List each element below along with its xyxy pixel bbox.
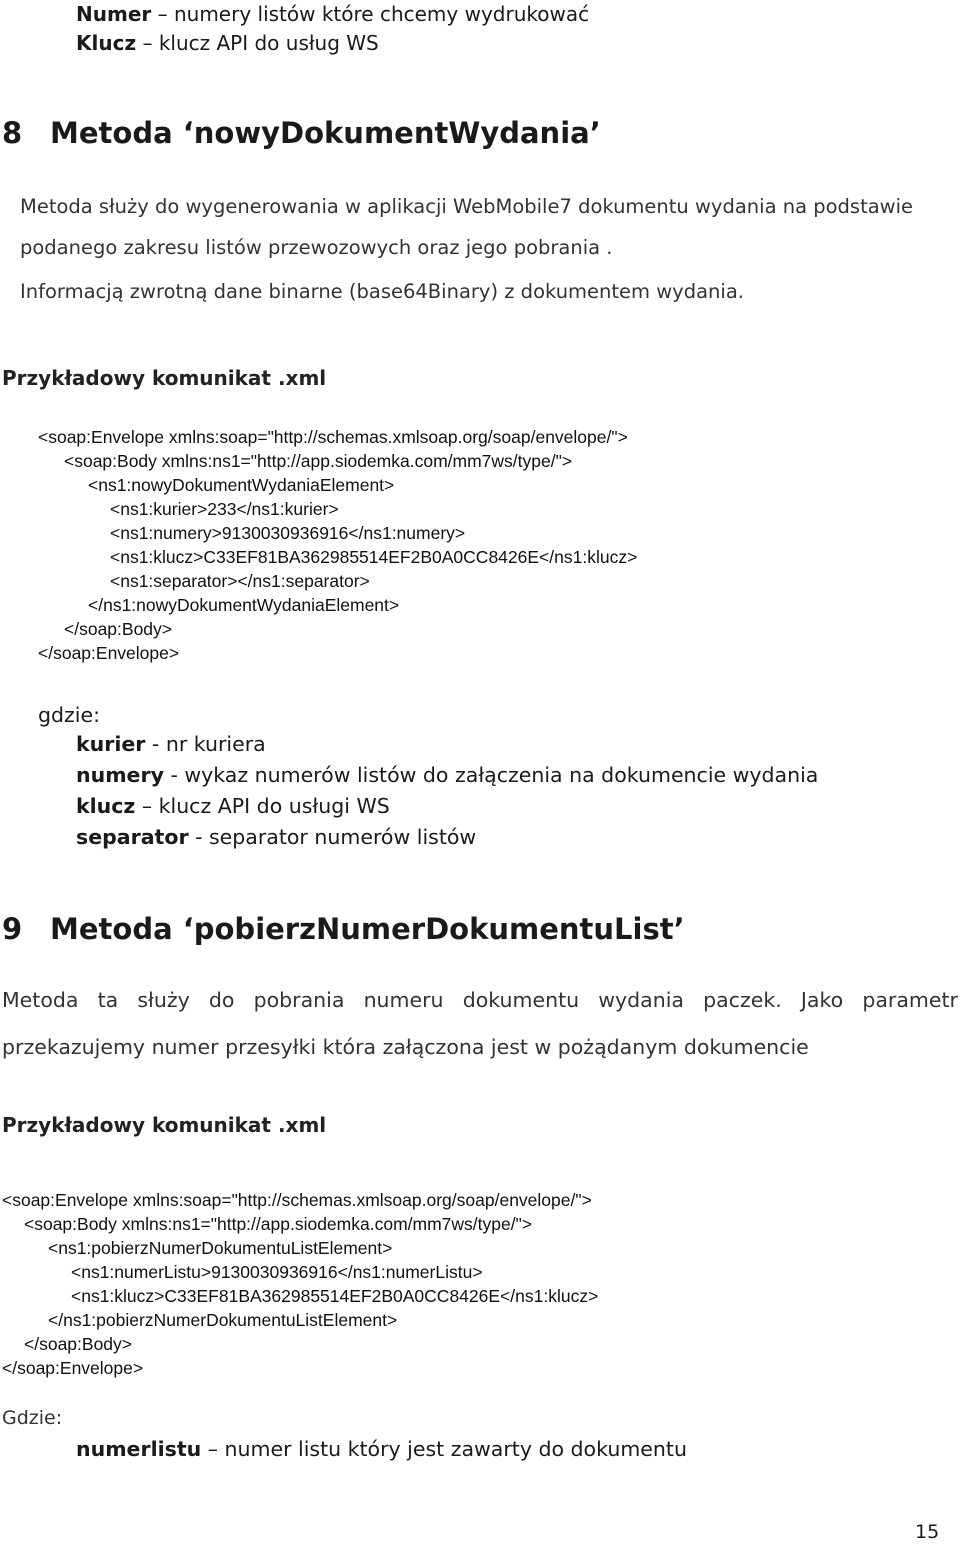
- para-word: dokumentu: [462, 988, 580, 1012]
- def-desc: - wykaz numerów listów do załączenia na dokumencie wydania: [163, 763, 819, 787]
- code-line: </soap:Envelope>: [2, 1358, 144, 1378]
- section-8-def-separator: [76, 825, 476, 849]
- code-line: <ns1:numery>9130030936916</ns1:numery>: [110, 523, 466, 543]
- code-line: <soap:Body xmlns:ns1="http://app.siodemka.com/mm7ws/type/">: [24, 1214, 533, 1234]
- para-word: numeru: [363, 988, 444, 1012]
- code-line: </soap:Body>: [24, 1334, 132, 1354]
- code-line: <ns1:klucz>C33EF81BA362985514EF2B0A0CC8426E</ns1:klucz>: [71, 1286, 599, 1306]
- section-number: 8: [2, 116, 23, 150]
- def-desc: – numer listu który jest zawarty do dokumentu: [201, 1437, 687, 1461]
- def-desc: – klucz API do usługi WS: [135, 794, 390, 818]
- page-number: 15: [915, 1521, 940, 1543]
- section-8-para-line-2: podanego zakresu listów przewozowych oraz jego pobrania .: [20, 236, 613, 259]
- def-desc: numery listów które chcemy wydrukować: [173, 2, 590, 26]
- para-word: do: [208, 988, 235, 1012]
- section-8-para-line-3: Informacją zwrotną dane binarne (base64Binary) z dokumentem wydania.: [20, 280, 744, 303]
- section-8-def-kurier: [76, 732, 266, 756]
- section-9-example-heading: Przykładowy komunikat .xml: [2, 1113, 327, 1137]
- para-word: wydania: [598, 988, 684, 1012]
- code-line: <soap:Envelope xmlns:soap="http://schemas.xmlsoap.org/soap/envelope/">: [38, 427, 628, 447]
- def-term: separator: [76, 825, 189, 849]
- def-desc: klucz API do usług WS: [158, 31, 379, 55]
- def-term: kurier: [76, 732, 146, 756]
- code-line: <soap:Body xmlns:ns1="http://app.siodemka.com/mm7ws/type/">: [64, 451, 573, 471]
- def-desc: - separator numerów listów: [188, 825, 477, 849]
- section-title: Metoda ‘pobierzNumerDokumentuList’: [50, 912, 685, 946]
- top-def-numer: [76, 2, 589, 26]
- section-9-code-block: [2, 1188, 598, 1380]
- def-desc: - nr kuriera: [145, 732, 266, 756]
- code-line: </ns1:nowyDokumentWydaniaElement>: [88, 595, 400, 615]
- section-8-example-heading: Przykładowy komunikat .xml: [2, 366, 327, 390]
- section-8-code-block: [38, 425, 637, 665]
- section-9-heading: [2, 912, 685, 946]
- def-term: Klucz: [76, 31, 137, 55]
- section-9-para-line-1: [2, 988, 958, 1012]
- code-line: </soap:Body>: [64, 619, 172, 639]
- para-word: Metoda: [2, 988, 79, 1012]
- para-word: parametr: [862, 988, 958, 1012]
- para-word: ta: [97, 988, 119, 1012]
- para-word: pobrania: [253, 988, 345, 1012]
- para-word: Jako: [800, 988, 844, 1012]
- section-8-def-klucz: [76, 794, 390, 818]
- code-line: </ns1:pobierzNumerDokumentuListElement>: [48, 1310, 398, 1330]
- def-sep: –: [136, 31, 159, 55]
- code-line: <soap:Envelope xmlns:soap="http://schemas.xmlsoap.org/soap/envelope/">: [2, 1190, 592, 1210]
- section-8-where-label: gdzie:: [38, 703, 101, 727]
- code-line: <ns1:klucz>C33EF81BA362985514EF2B0A0CC8426E</ns1:klucz>: [110, 547, 638, 567]
- section-number: 9: [2, 912, 23, 946]
- section-8-heading: [2, 116, 601, 150]
- def-term: Numer: [76, 2, 152, 26]
- para-word: służy: [137, 988, 190, 1012]
- code-line: <ns1:kurier>233</ns1:kurier>: [110, 499, 339, 519]
- section-9-para-line-2: przekazujemy numer przesyłki która załączona jest w pożądanym dokumencie: [2, 1035, 809, 1059]
- def-term: numerlistu: [76, 1437, 202, 1461]
- code-line: <ns1:separator></ns1:separator>: [110, 571, 370, 591]
- top-def-klucz: [76, 31, 379, 55]
- code-line: <ns1:nowyDokumentWydaniaElement>: [88, 475, 395, 495]
- def-term: klucz: [76, 794, 136, 818]
- section-9-def-numerlistu: [76, 1437, 687, 1461]
- code-line: <ns1:pobierzNumerDokumentuListElement>: [48, 1238, 393, 1258]
- section-8-def-numery: [76, 763, 818, 787]
- para-word: paczek.: [703, 988, 782, 1012]
- section-9-where-label: Gdzie:: [2, 1407, 63, 1429]
- section-8-para-line-1: Metoda służy do wygenerowania w aplikacji WebMobile7 dokumentu wydania na podstawie: [20, 195, 914, 218]
- code-line: </soap:Envelope>: [38, 643, 180, 663]
- code-line: <ns1:numerListu>9130030936916</ns1:numerListu>: [71, 1262, 483, 1282]
- def-sep: –: [151, 2, 174, 26]
- def-term: numery: [76, 763, 164, 787]
- section-title: Metoda ‘nowyDokumentWydania’: [50, 116, 601, 150]
